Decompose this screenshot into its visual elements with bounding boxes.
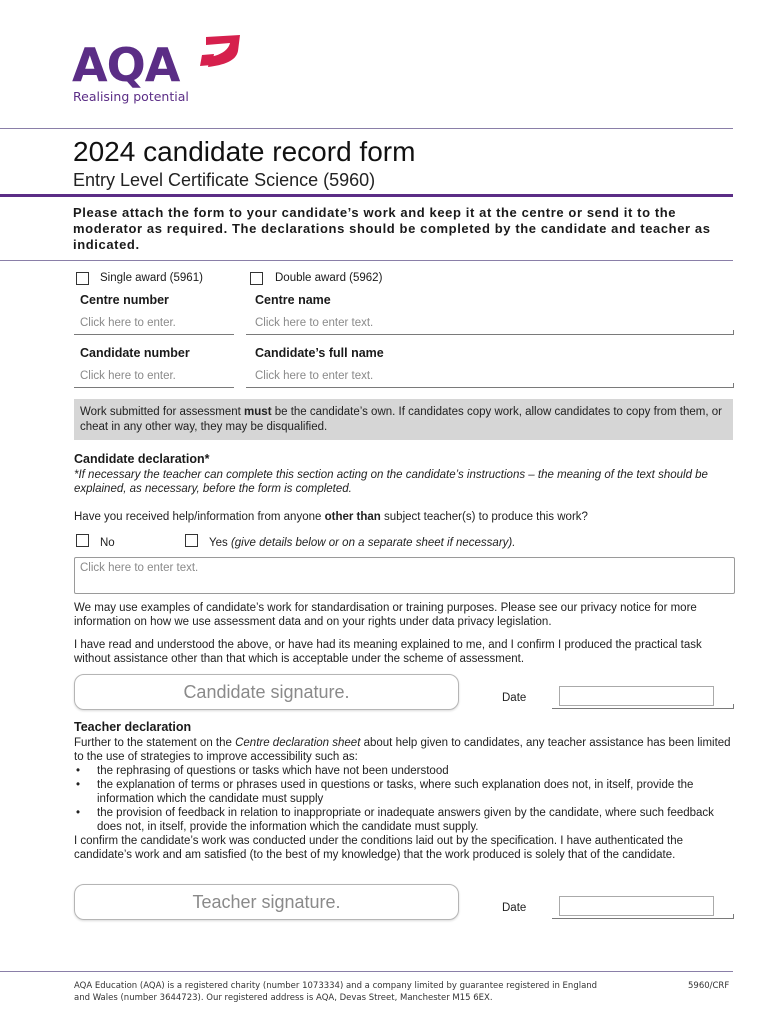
teacher-intro-part: about help given to candidates, any teacher assistance has been limited to the use of strategies to improve accessibility such as: [74, 737, 731, 763]
no-help-checkbox[interactable] [76, 534, 89, 547]
help-question-part: Have you received help/information from anyone [74, 511, 325, 523]
candidate-confirm-text: I have read and understood the above, or have had its meaning explained to me, and I confirm I produced the practical task without assistance other than that which is acceptable under the scheme of assessment. [74, 639, 702, 665]
instruction-text: Please attach the form to your candidate’s work and keep it at the centre or send it to the moderator as required. The declarations should be completed by the candidate and teacher as indicated. [73, 205, 711, 252]
candidate-number-label: Candidate number [80, 346, 190, 360]
double-award-label: Double award (5962) [275, 272, 383, 284]
centre-name-field[interactable]: Click here to enter text. [255, 317, 374, 329]
help-question-emphasis: other than [324, 511, 381, 523]
candidate-declaration-note: *If necessary the teacher can complete this section acting on the candidate’s instructions – the meaning of the text should be explained, as necessary, before the form is completed. [74, 469, 708, 495]
teacher-date-field[interactable] [559, 896, 714, 916]
candidate-date-underline [552, 708, 734, 709]
candidate-name-field[interactable]: Click here to enter text. [255, 370, 374, 382]
candidate-number-underline [74, 387, 234, 388]
teacher-intro-part: Further to the statement on the [74, 737, 236, 749]
yes-help-label [209, 536, 515, 550]
notice-emphasis: must [244, 406, 272, 418]
single-award-checkbox[interactable] [76, 272, 89, 285]
footer-text: AQA Education (AQA) is a registered charity (number 1073334) and a company limited by guarantee registered in England and Wales (number 3644723). Our registered address is AQA, Devas Street, Manchester M15 6EX. [74, 981, 598, 1003]
privacy-text: We may use examples of candidate’s work for standardisation or training purposes. Please see our privacy notice for more information on how we use assessment data and on your rights under data privacy legislation. [74, 602, 697, 628]
centre-name-underline [246, 334, 734, 335]
teacher-signature-placeholder: Teacher signature. [192, 892, 341, 912]
candidate-name-underline [246, 387, 734, 388]
teacher-signature-field[interactable] [74, 884, 459, 920]
candidate-date-label: Date [502, 692, 527, 704]
double-award-checkbox[interactable] [250, 272, 263, 285]
field-tick [733, 330, 734, 335]
list-item: • the rephrasing of questions or tasks which have not been understood [74, 764, 736, 778]
header-divider-top [0, 128, 733, 129]
title-text: 2024 candidate record form [73, 136, 416, 167]
aqa-logo: AQA [72, 38, 180, 92]
field-tick [733, 914, 734, 919]
teacher-confirm-text: I confirm the candidate’s work was conducted under the conditions laid out by the specification. I have authenticated the candidate’s work and am satisfied (to the best of my knowledge) that the work produced is solely that of the candidate. [74, 835, 684, 861]
list-item: • the provision of feedback in relation to inappropriate or inadequate answers given by the candidate, where such feedback does not, in itself, provide the information which the candidate must supply. [74, 806, 736, 834]
field-tick [733, 704, 734, 709]
aqa-logo-mark-icon [200, 33, 242, 69]
candidate-number-field[interactable]: Click here to enter. [80, 370, 176, 382]
list-item: • the explanation of terms or phrases used in questions or tasks, where such explanation does not, in itself, provide the information which the candidate must supply [74, 778, 736, 806]
centre-name-label: Centre name [255, 293, 331, 307]
logo-tagline: Realising potential [73, 89, 189, 104]
field-tick [733, 383, 734, 388]
notice-text-part: Work submitted for assessment [80, 406, 245, 418]
teacher-intro [74, 736, 736, 764]
teacher-date-underline [552, 918, 734, 919]
no-help-label: No [100, 537, 115, 549]
candidate-date-field[interactable] [559, 686, 714, 706]
single-award-label: Single award (5961) [100, 272, 203, 284]
page-subtitle: Entry Level Certificate Science (5960) [73, 170, 376, 190]
centre-number-underline [74, 334, 234, 335]
teacher-intro-emphasis: Centre declaration sheet [235, 737, 361, 749]
centre-number-label: Centre number [80, 293, 169, 307]
candidate-signature-placeholder: Candidate signature. [183, 682, 350, 702]
centre-number-field[interactable]: Click here to enter. [80, 317, 176, 329]
candidate-declaration-heading: Candidate declaration* [74, 452, 210, 466]
assistance-list [74, 764, 736, 834]
header-divider-purple [0, 194, 733, 197]
teacher-declaration-heading: Teacher declaration [74, 720, 192, 734]
teacher-declaration-body [74, 736, 736, 862]
yes-label-note: (give details below or on a separate sheet if necessary). [227, 537, 516, 549]
candidate-signature-field[interactable] [74, 674, 459, 710]
notice-text [80, 405, 730, 435]
help-question-part: subject teacher(s) to produce this work? [380, 511, 588, 523]
candidate-name-label: Candidate’s full name [255, 346, 384, 360]
footer-code: 5960/CRF [688, 981, 730, 991]
help-details-placeholder: Click here to enter text. [80, 562, 199, 574]
footer-divider [0, 971, 733, 972]
yes-label-text: Yes [209, 537, 228, 549]
help-question [74, 510, 734, 524]
instruction-divider [0, 260, 733, 261]
notice-text-part: be the candidate’s own. If candidates copy work, allow candidates to copy from them, or cheat in any other way, they may be disqualified. [80, 406, 722, 433]
teacher-date-label: Date [502, 902, 527, 914]
yes-help-checkbox[interactable] [185, 534, 198, 547]
